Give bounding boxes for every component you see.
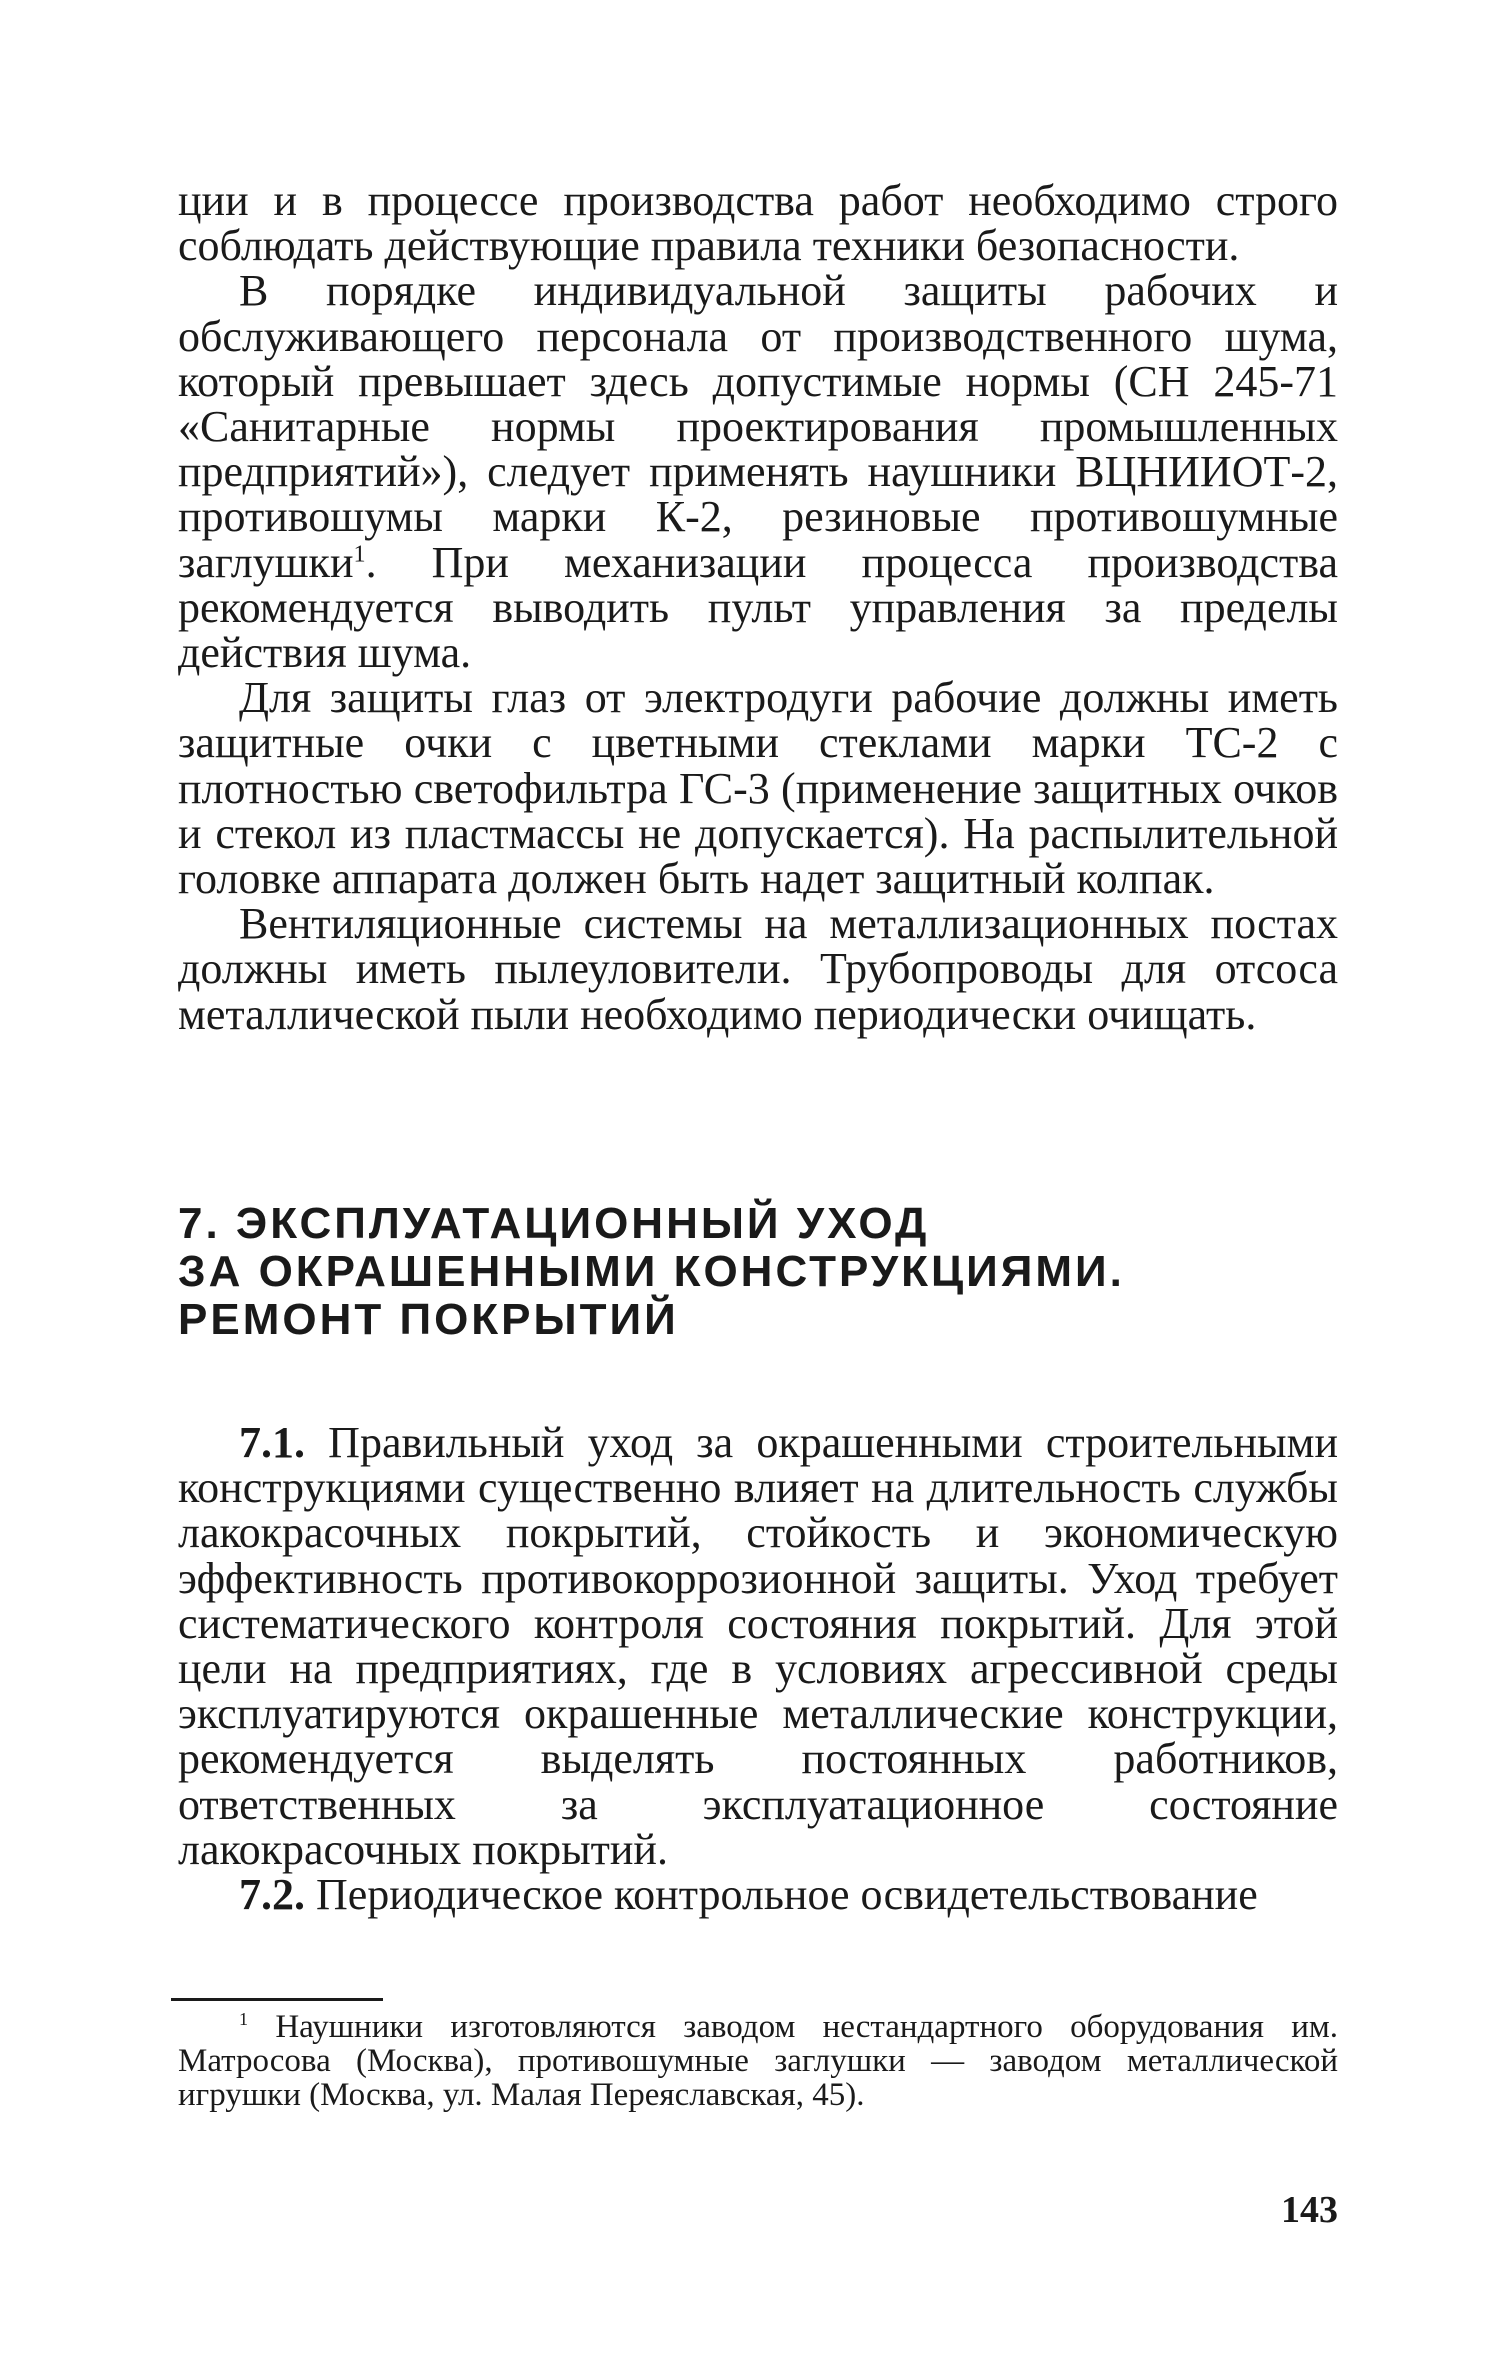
footnote — [178, 2010, 1338, 2112]
section-text-block — [178, 1418, 1338, 1920]
paragraph-noise-protection-text-end: . При механизации процесса производства рекомендуется выводить пульт управления за пределы действия шума. — [178, 537, 1338, 678]
paragraph-ventilation: Вентиляционные системы на металлизационных постах должны иметь пылеуловители. Трубопроводы для отсоса металлической пыли необходимо периодически очищать. — [178, 899, 1338, 1039]
footnote-reference-mark: 1 — [353, 539, 366, 567]
page-number: 143 — [1281, 2189, 1338, 2231]
paragraph-continuation: ции и в процессе производства работ необходимо строго соблюдать действующие правила техники безопасности. — [178, 176, 1338, 271]
top-text-block — [178, 178, 1338, 1037]
paragraph-noise-protection — [178, 266, 1338, 678]
section-heading-line-2: ЗА ОКРАШЕННЫМИ КОНСТРУКЦИЯМИ. — [178, 1247, 1125, 1296]
footnote-mark: 1 — [239, 2009, 249, 2029]
paragraph-eye-protection: Для защиты глаз от электродуги рабочие должны иметь защитные очки с цветными стеклами марки ТС-2 с плотностью светофильтра ГС-3 (применение защитных очков и стекол из пластмассы не допускается). На распылительной головке аппарата должен быть надет защитный колпак. — [178, 673, 1338, 904]
paragraph-7-1-number: 7.1. — [239, 1418, 305, 1467]
section-heading — [178, 1200, 1338, 1344]
paragraph-7-2-text: Периодическое контрольное освидетельствование — [316, 1870, 1258, 1920]
paragraph-7-1-text: Правильный уход за окрашенными строительными конструкциями существенно влияет на длительность службы лакокрасочных покрытий, стойкость и экономическую эффективность противокоррозионной защиты. Уход требует систематического контроля состояния покрытий. Для этой цели на предприятиях, где в условиях агрессивной среды эксплуатируются окрашенные металлические конструкции, рекомендуется выделять постоянных работников, ответственных за эксплуатационное состояние лакокрасочных покрытий. — [178, 1418, 1338, 1874]
paragraph-noise-protection-text: В порядке индивидуальной защиты рабочих и обслуживающего персонала от производственного шума, который превышает здесь допустимые нормы (СН 245-71 «Санитарные нормы проектирования промышленных предприятий»), следует применять наушники ВЦНИИОТ-2, противошумы марки К-2, резиновые противошумные заглушки — [178, 266, 1338, 587]
footnote-divider — [171, 1998, 383, 2001]
paragraph-7-1 — [178, 1420, 1338, 1872]
paragraph-7-2-number: 7.2. — [239, 1870, 305, 1920]
section-heading-line-3: РЕМОНТ ПОКРЫТИЙ — [178, 1295, 679, 1344]
footnote-text: Наушники изготовляются заводом нестандартного оборудования им. Матросова (Москва), противошумные заглушки — заводом металлической игрушки (Москва, ул. Малая Переяславская, 45). — [178, 2009, 1338, 2113]
paragraph-7-2 — [178, 1870, 1338, 1920]
section-heading-line-1: 7. ЭКСПЛУАТАЦИОННЫЙ УХОД — [178, 1199, 930, 1248]
